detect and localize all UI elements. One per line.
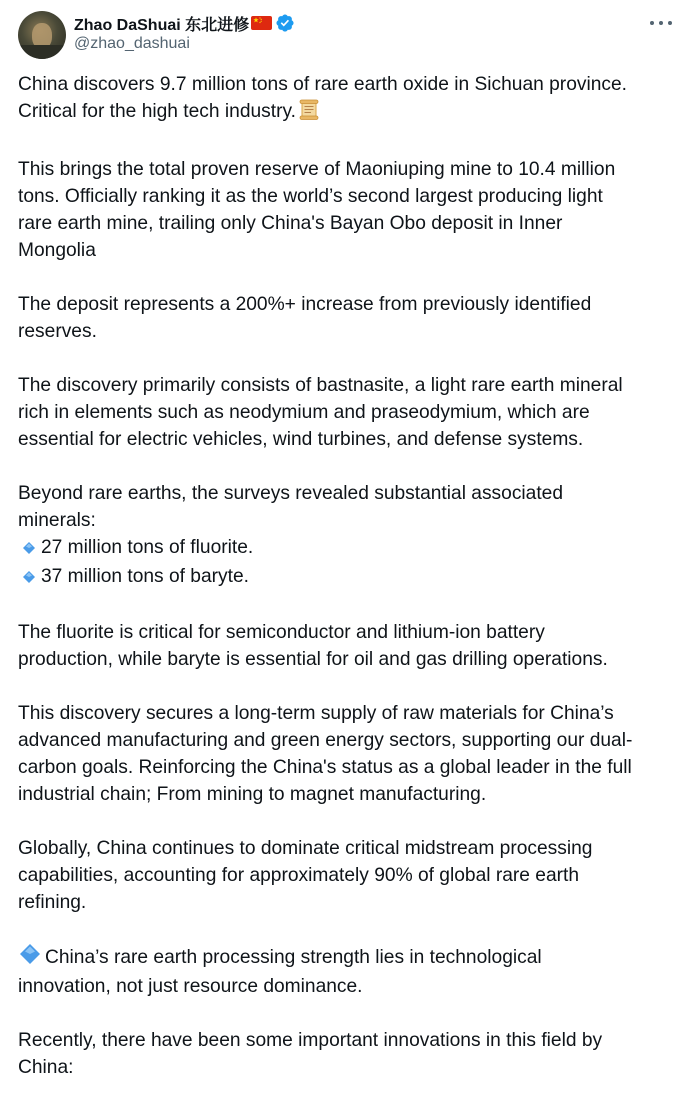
text-line: Globally, China continues to dominate critical midstream processing [18, 838, 593, 859]
bullet-text: 37 million tons of baryte. [41, 566, 249, 587]
more-dot [659, 21, 663, 25]
paragraph-10 [18, 1027, 668, 1081]
text-line: reserves. [18, 321, 97, 342]
text-line: refining. [18, 892, 87, 913]
large-blue-diamond-icon [19, 943, 41, 973]
paragraph-3 [18, 291, 668, 345]
paragraph-4 [18, 372, 668, 453]
text-line: essential for electric vehicles, wind turbines, and defense systems. [18, 429, 584, 450]
text-line: China: [18, 1057, 74, 1078]
text-line: Mongolia [18, 240, 96, 261]
text-line [18, 98, 668, 129]
text-line: advanced manufacturing and green energy sectors, supporting our dual- [18, 730, 633, 751]
text-line-content: Critical for the high tech industry. [18, 101, 296, 122]
text-line: This brings the total proven reserve of Maoniuping mine to 10.4 million [18, 159, 616, 180]
text-line-content: China’s rare earth processing strength lies in technological [45, 947, 542, 968]
china-flag-icon [251, 16, 272, 30]
author-handle[interactable]: @zhao_dashuai [74, 35, 190, 52]
text-line: rich in elements such as neodymium and praseodymium, which are [18, 402, 590, 423]
paragraph-9 [18, 943, 668, 1000]
small-blue-diamond-icon [22, 536, 36, 563]
text-line: Recently, there have been some important innovations in this field by [18, 1030, 603, 1051]
text-line: The fluorite is critical for semiconductor and lithium-ion battery [18, 622, 545, 643]
paragraph-2 [18, 156, 668, 264]
name-row [74, 12, 295, 34]
text-line: innovation, not just resource dominance. [18, 976, 363, 997]
author-avatar[interactable] [18, 11, 66, 59]
author-names [74, 12, 295, 53]
text-line: rare earth mine, trailing only China's Bayan Obo deposit in Inner [18, 213, 563, 234]
author-display-name[interactable]: Zhao DaShuai 东北进修 [74, 16, 250, 34]
text-line: This discovery secures a long-term supply of raw materials for China’s [18, 703, 614, 724]
bullet-text: 27 million tons of fluorite. [41, 537, 254, 558]
tweet-text [18, 71, 668, 1108]
text-line: minerals: [18, 510, 96, 531]
text-line: production, while baryte is essential for oil and gas drilling operations. [18, 649, 608, 670]
small-blue-diamond-icon [22, 565, 36, 592]
text-line: The discovery primarily consists of bastnasite, a light rare earth mineral [18, 375, 623, 396]
text-line: tons. Officially ranking it as the world’s second largest producing light [18, 186, 603, 207]
scroll-emoji-icon [298, 99, 320, 129]
text-line: The deposit represents a 200%+ increase from previously identified [18, 294, 592, 315]
tweet-header [18, 10, 674, 60]
more-dot [650, 21, 654, 25]
paragraph-6 [18, 619, 668, 673]
bullet-item [18, 534, 668, 563]
paragraph-8 [18, 835, 668, 916]
avatar-shade [18, 45, 66, 59]
more-dot [668, 21, 672, 25]
text-line: carbon goals. Reinforcing the China's status as a global leader in the full [18, 757, 632, 778]
more-options-icon[interactable] [650, 18, 672, 28]
text-line: capabilities, accounting for approximately 90% of global rare earth [18, 865, 580, 886]
paragraph-1 [18, 71, 668, 129]
text-line: industrial chain; From mining to magnet manufacturing. [18, 784, 487, 805]
verified-badge-icon[interactable] [275, 13, 295, 33]
paragraph-7 [18, 700, 668, 808]
text-line [18, 943, 668, 973]
bullet-item [18, 563, 668, 592]
text-line: Beyond rare earths, the surveys revealed substantial associated [18, 483, 564, 504]
paragraph-5 [18, 480, 668, 592]
text-line: China discovers 9.7 million tons of rare earth oxide in Sichuan province. [18, 74, 627, 95]
